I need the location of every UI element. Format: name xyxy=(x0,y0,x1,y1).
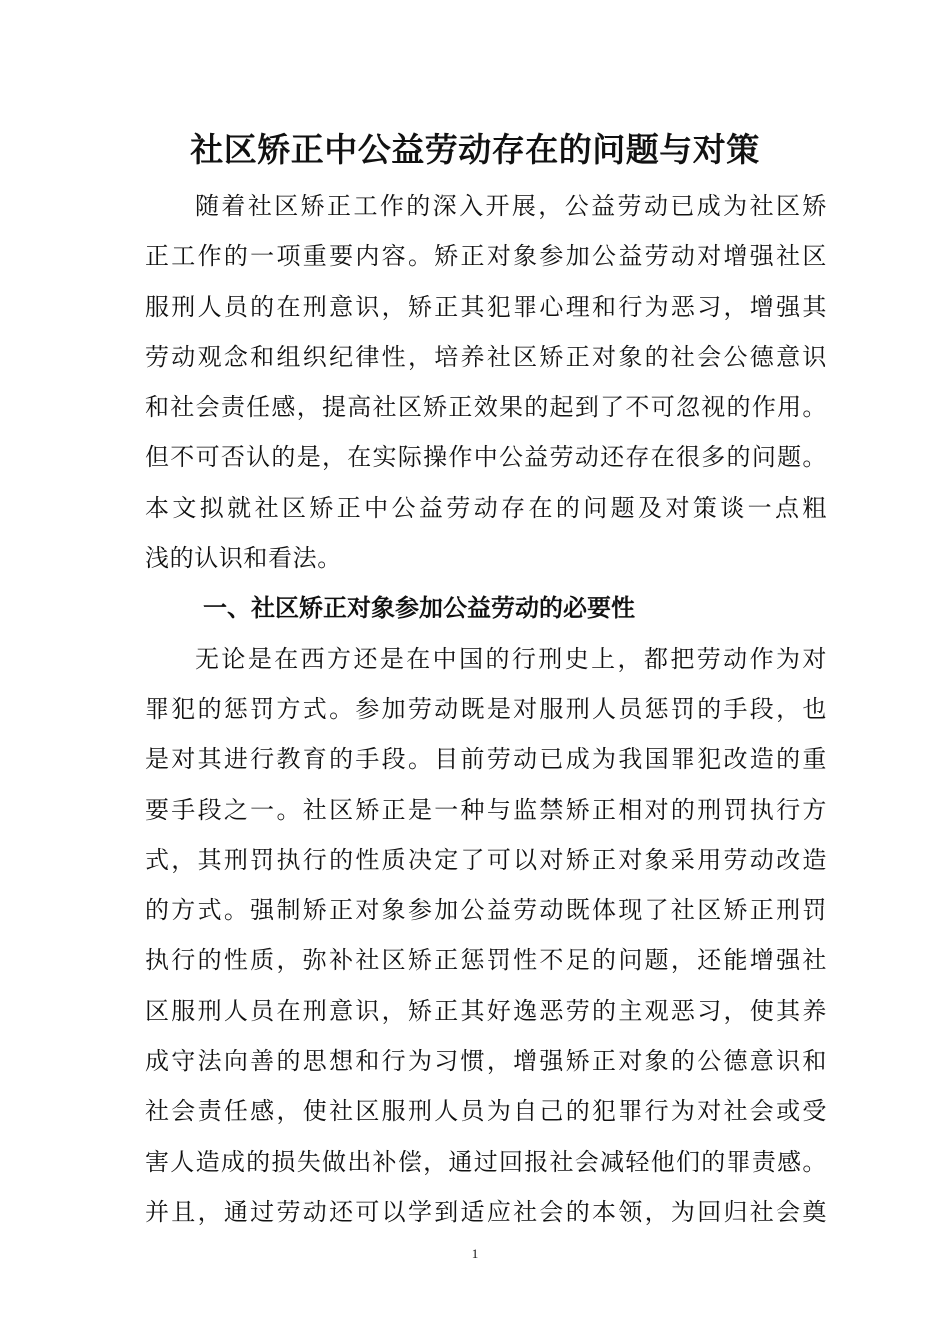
paragraph-line: 劳动观念和组织纪律性，培养社区矫正对象的社会公德意识 xyxy=(145,342,827,371)
paragraph-line: 服刑人员的在刑意识，矫正其犯罪心理和行为恶习，增强其 xyxy=(145,292,827,321)
paragraph-line: 但不可否认的是，在实际操作中公益劳动还存在很多的问题。 xyxy=(145,443,827,472)
paragraph-line: 要手段之一。社区矫正是一种与监禁矫正相对的刑罚执行方 xyxy=(145,795,827,824)
paragraph-line: 浅的认识和看法。 xyxy=(145,544,342,573)
document-body xyxy=(145,181,827,1237)
paragraph-line: 和社会责任感，提高社区矫正效果的起到了不可忽视的作用。 xyxy=(145,393,827,422)
page-number: 1 xyxy=(471,1246,479,1261)
paragraph-line: 执行的性质，弥补社区矫正惩罚性不足的问题，还能增强社 xyxy=(145,946,827,975)
paragraph-line: 并且，通过劳动还可以学到适应社会的本领，为回归社会奠 xyxy=(145,1197,827,1226)
paragraph-line: 正工作的一项重要内容。矫正对象参加公益劳动对增强社区 xyxy=(145,242,827,271)
section-heading: 一、社区矫正对象参加公益劳动的必要性 xyxy=(203,594,635,623)
paragraph-line: 是对其进行教育的手段。目前劳动已成为我国罪犯改造的重 xyxy=(145,745,827,774)
document-title: 社区矫正中公益劳动存在的问题与对策 xyxy=(190,130,760,169)
paragraph-line: 社会责任感，使社区服刑人员为自己的犯罪行为对社会或受 xyxy=(145,1097,827,1126)
paragraph-line: 害人造成的损失做出补偿，通过回报社会减轻他们的罪责感。 xyxy=(145,1147,827,1176)
paragraph-line: 式，其刑罚执行的性质决定了可以对矫正对象采用劳动改造 xyxy=(145,845,827,874)
paragraph-line: 区服刑人员在刑意识，矫正其好逸恶劳的主观恶习，使其养 xyxy=(145,996,827,1025)
paragraph-line: 罪犯的惩罚方式。参加劳动既是对服刑人员惩罚的手段，也 xyxy=(145,694,827,723)
paragraph-line: 无论是在西方还是在中国的行刑史上，都把劳动作为对 xyxy=(195,644,827,673)
paragraph-line: 的方式。强制矫正对象参加公益劳动既体现了社区矫正刑罚 xyxy=(145,896,827,925)
paragraph-line: 随着社区矫正工作的深入开展，公益劳动已成为社区矫 xyxy=(195,192,827,220)
paragraph-line: 成守法向善的思想和行为习惯，增强矫正对象的公德意识和 xyxy=(145,1047,827,1076)
paragraph-line: 本文拟就社区矫正中公益劳动存在的问题及对策谈一点粗 xyxy=(145,493,827,522)
